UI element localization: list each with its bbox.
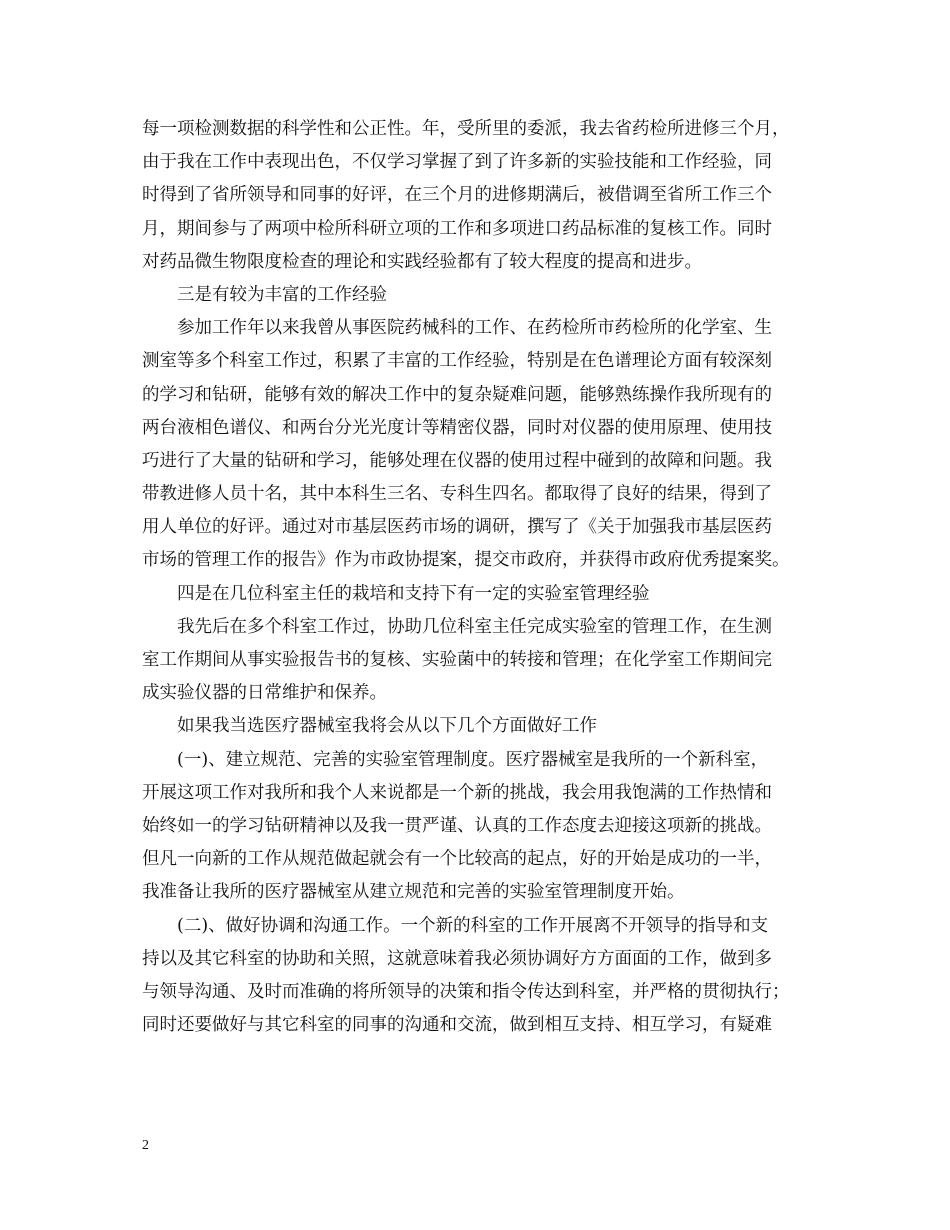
text-line: 三是有较为丰富的工作经验 — [177, 284, 387, 305]
text-line: 我先后在多个科室工作过，协助几位科室主任完成实验室的管理工作，在生测 — [177, 616, 772, 637]
text-line: 用人单位的好评。通过对市基层医药市场的调研，撰写了《关于加强我市基层医药 — [142, 517, 772, 538]
text-line: 开展这项工作对我所和我个人来说都是一个新的挑战，我会用我饱满的工作热情和 — [142, 782, 772, 803]
text-line: 但凡一向新的工作从规范做起就会有一个比较高的起点，好的开始是成功的一半， — [142, 849, 772, 870]
text-line: 月，期间参与了两项中检所科研立项的工作和多项进口药品标准的复核工作。同时 — [142, 218, 772, 239]
text-line: 测室等多个科室工作过，积累了丰富的工作经验，特别是在色谱理论方面有较深刻 — [142, 351, 772, 372]
document-body — [142, 113, 832, 1042]
text-line: 始终如一的学习钻研精神以及我一贯严谨、认真的工作态度去迎接这项新的挑战。 — [142, 815, 772, 836]
text-line: 与领导沟通、及时而准确的将所领导的决策和指令传达到科室，并严格的贯彻执行； — [142, 981, 790, 1002]
text-line: 四是在几位科室主任的栽培和支持下有一定的实验室管理经验 — [177, 583, 650, 604]
text-line: 巧进行了大量的钻研和学习，能够处理在仪器的使用过程中碰到的故障和问题。我 — [142, 450, 772, 471]
text-line: 由于我在工作中表现出色，不仅学习掌握了到了许多新的实验技能和工作经验，同 — [142, 152, 772, 173]
text-line: (一)、建立规范、完善的实验室管理制度。医疗器械室是我所的一个新科室， — [177, 749, 769, 770]
text-line: 持以及其它科室的协助和关照，这就意味着我必须协调好方方面面的工作，做到多 — [142, 948, 772, 969]
text-line: 如果我当选医疗器械室我将会从以下几个方面做好工作 — [177, 716, 597, 737]
text-line: 两台液相色谱仪、和两台分光光度计等精密仪器，同时对仪器的使用原理、使用技 — [142, 417, 772, 438]
text-line: 的学习和钻研，能够有效的解决工作中的复杂疑难问题，能够熟练操作我所现有的 — [142, 384, 772, 405]
text-line: 成实验仪器的日常维护和保养。 — [142, 683, 387, 704]
text-line: 室工作期间从事实验报告书的复核、实验菌中的转接和管理；在化学室工作期间完 — [142, 650, 772, 670]
text-line: 时得到了省所领导和同事的好评，在三个月的进修期满后，被借调至省所工作三个 — [142, 185, 772, 206]
text-line: 参加工作年以来我曾从事医院药械科的工作、在药检所市药检所的化学室、生 — [177, 318, 772, 339]
text-line: 市场的管理工作的报告》作为市政协提案，提交市政府，并获得市政府优秀提案奖。 — [142, 550, 790, 571]
text-line: (二)、做好协调和沟通工作。一个新的科室的工作开展离不开领导的指导和支 — [177, 915, 769, 936]
page-number: 2 — [142, 1138, 149, 1153]
text-line: 同时还要做好与其它科室的同事的沟通和交流，做到相互支持、相互学习，有疑难 — [142, 1015, 772, 1036]
text-line: 我准备让我所的医疗器械室从建立规范和完善的实验室管理制度开始。 — [142, 882, 685, 903]
text-line: 对药品微生物限度检查的理论和实践经验都有了较大程度的提高和进步。 — [142, 251, 702, 272]
text-line: 带教进修人员十名，其中本科生三名、专科生四名。都取得了良好的结果，得到了 — [142, 484, 772, 505]
text-line: 每一项检测数据的科学性和公正性。年，受所里的委派，我去省药检所进修三个月， — [142, 119, 790, 139]
